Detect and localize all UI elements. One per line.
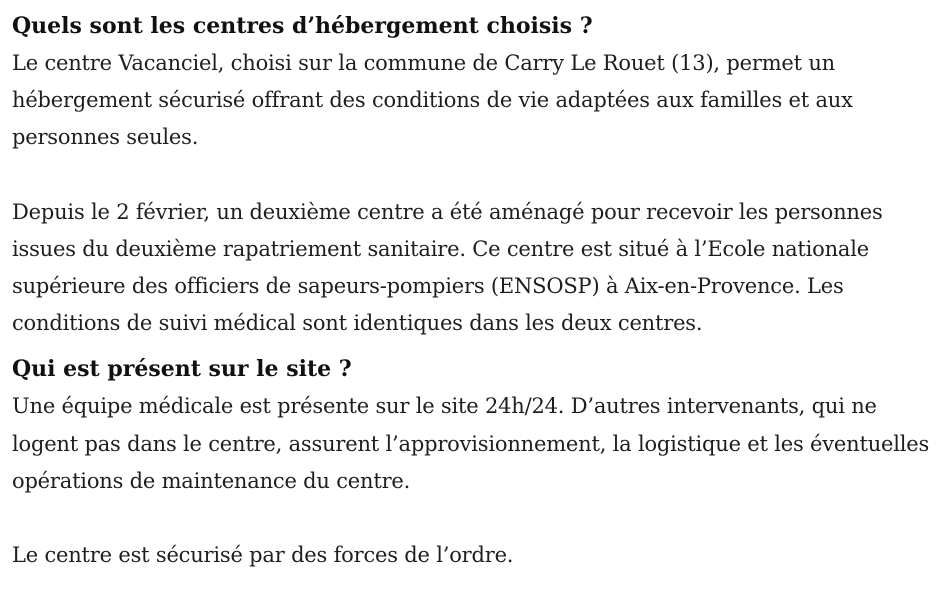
paragraph-vacanciel-center: Le centre Vacanciel, choisi sur la commune de Carry Le Rouet (13), permet un hébergement sécurisé offrant des conditions de vie adaptées aux familles et aux personnes seules. — [12, 51, 853, 150]
section-spacer — [12, 342, 942, 351]
paragraph-spacer — [12, 157, 942, 194]
paragraph-medical-team: Une équipe médicale est présente sur le site 24h/24. D’autres intervenants, qui ne logent pas dans le centre, assurent l’approvisionnement, la logistique et les éventuelles opérations de maintenance du centre. — [12, 394, 930, 493]
paragraph-security: Le centre est sécurisé par des forces de l’ordre. — [12, 543, 514, 568]
section-heading-accommodation: Quels sont les centres d’hébergement choisis ? — [12, 13, 593, 39]
section-heading-who-is-present: Qui est présent sur le site ? — [12, 356, 352, 383]
paragraph-second-center: Depuis le 2 février, un deuxième centre a été aménagé pour recevoir les personnes issues du deuxième rapatriement sanitaire. Ce centre est situé à l’Ecole nationale supérieure des officiers de sapeurs-pompiers (ENSOSP) à Aix-en-Provence. Les conditions de suivi médical sont identiques dans les deux centres. — [12, 199, 883, 336]
paragraph-spacer — [12, 500, 942, 537]
article-body — [12, 8, 942, 574]
